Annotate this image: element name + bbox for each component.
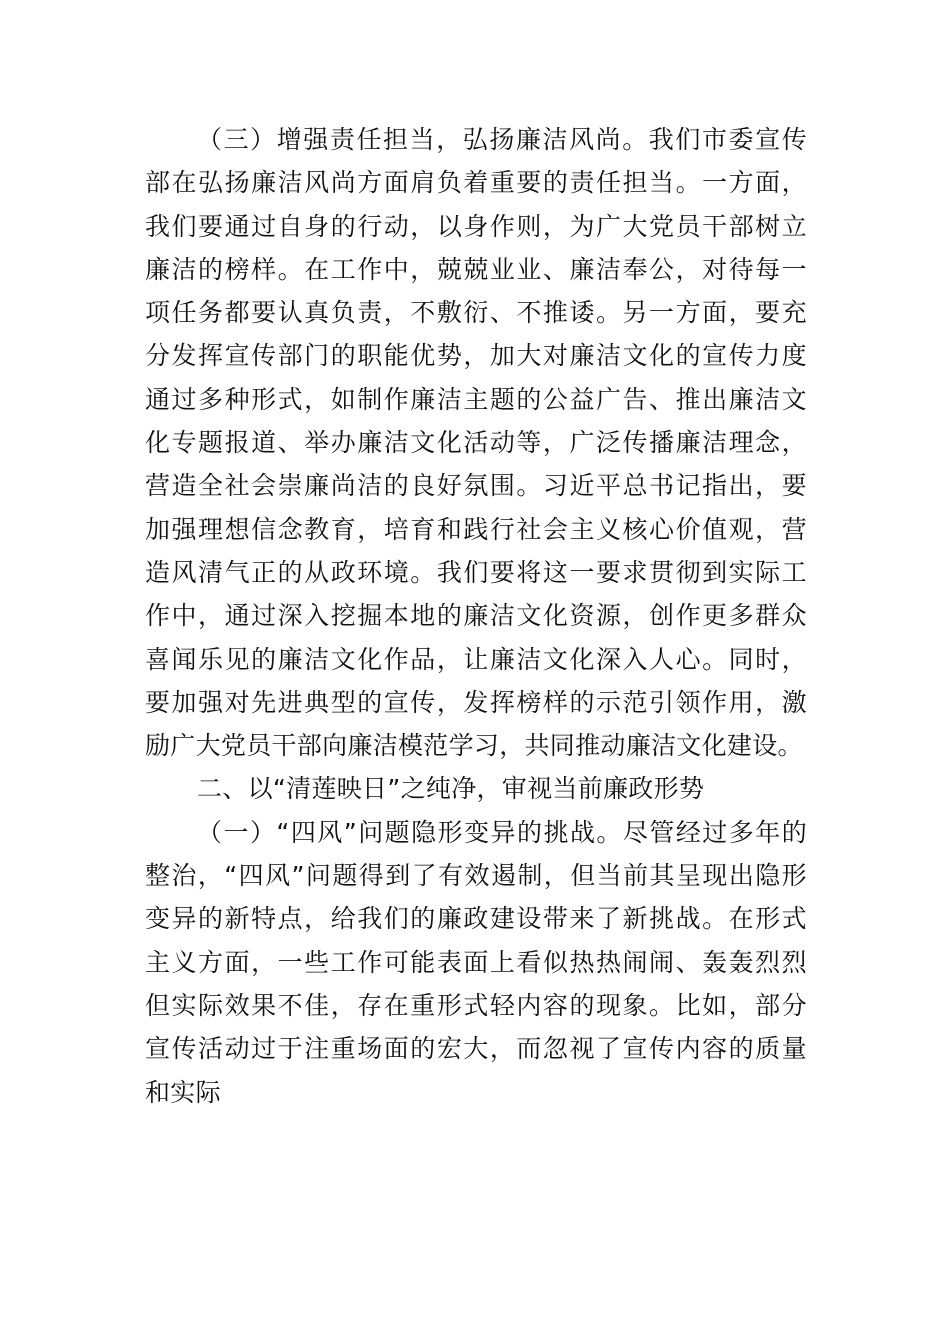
paragraph-section-3 — [145, 118, 807, 767]
text-line: 宣传活动过于注重场面的宏大，而忽视了宣传内容的质量 — [145, 1034, 807, 1064]
text-line: 喜闻乐见的廉洁文化作品，让廉洁文化深入人心。同时， — [145, 644, 807, 674]
text-line: 部在弘扬廉洁风尚方面肩负着重要的责任担当。一方面， — [145, 168, 807, 198]
document-page — [145, 118, 807, 1114]
text-line: 变异的新特点，给我们的廉政建设带来了新挑战。在形式 — [145, 904, 807, 934]
text-line: 但实际效果不佳，存在重形式轻内容的现象。比如，部分 — [145, 990, 807, 1020]
text-line: 和实际 — [145, 1077, 221, 1107]
text-line: （一）“四风”问题隐形变异的挑战。尽管经过多年的 — [197, 817, 807, 847]
text-line: 通过多种形式，如制作廉洁主题的公益广告、推出廉洁文 — [145, 384, 807, 414]
paragraph-subsection-1 — [145, 811, 807, 1114]
text-line: 作中，通过深入挖掘本地的廉洁文化资源，创作更多群众 — [145, 601, 807, 631]
text-line: 主义方面，一些工作可能表面上看似热热闹闹、轰轰烈烈 — [145, 947, 807, 977]
text-line: 要加强对先进典型的宣传，发挥榜样的示范引领作用，激 — [145, 687, 807, 717]
text-line: 廉洁的榜样。在工作中，兢兢业业、廉洁奉公，对待每一 — [145, 254, 807, 284]
text-line: 化专题报道、举办廉洁文化活动等，广泛传播廉洁理念， — [145, 428, 807, 458]
text-line: 我们要通过自身的行动，以身作则，为广大党员干部树立 — [145, 211, 807, 241]
text-line: 整治，“四风”问题得到了有效遏制，但当前其呈现出隐形 — [145, 861, 807, 891]
section-heading-2 — [145, 767, 807, 810]
text-line: 分发挥宣传部门的职能优势，加大对廉洁文化的宣传力度 — [145, 341, 807, 371]
heading-text: 二、以“清莲映日”之纯净，审视当前廉政形势 — [197, 774, 705, 804]
text-line: 加强理想信念教育，培育和践行社会主义核心价值观，营 — [145, 514, 807, 544]
text-line: （三）增强责任担当，弘扬廉洁风尚。我们市委宣传 — [197, 125, 807, 154]
text-line: 励广大党员干部向廉洁模范学习，共同推动廉洁文化建设。 — [145, 731, 803, 761]
text-line: 营造全社会崇廉尚洁的良好氛围。习近平总书记指出，要 — [145, 471, 807, 501]
text-line: 项任务都要认真负责，不敷衍、不推诿。另一方面，要充 — [145, 298, 807, 328]
text-line: 造风清气正的从政环境。我们要将这一要求贯彻到实际工 — [145, 557, 807, 587]
